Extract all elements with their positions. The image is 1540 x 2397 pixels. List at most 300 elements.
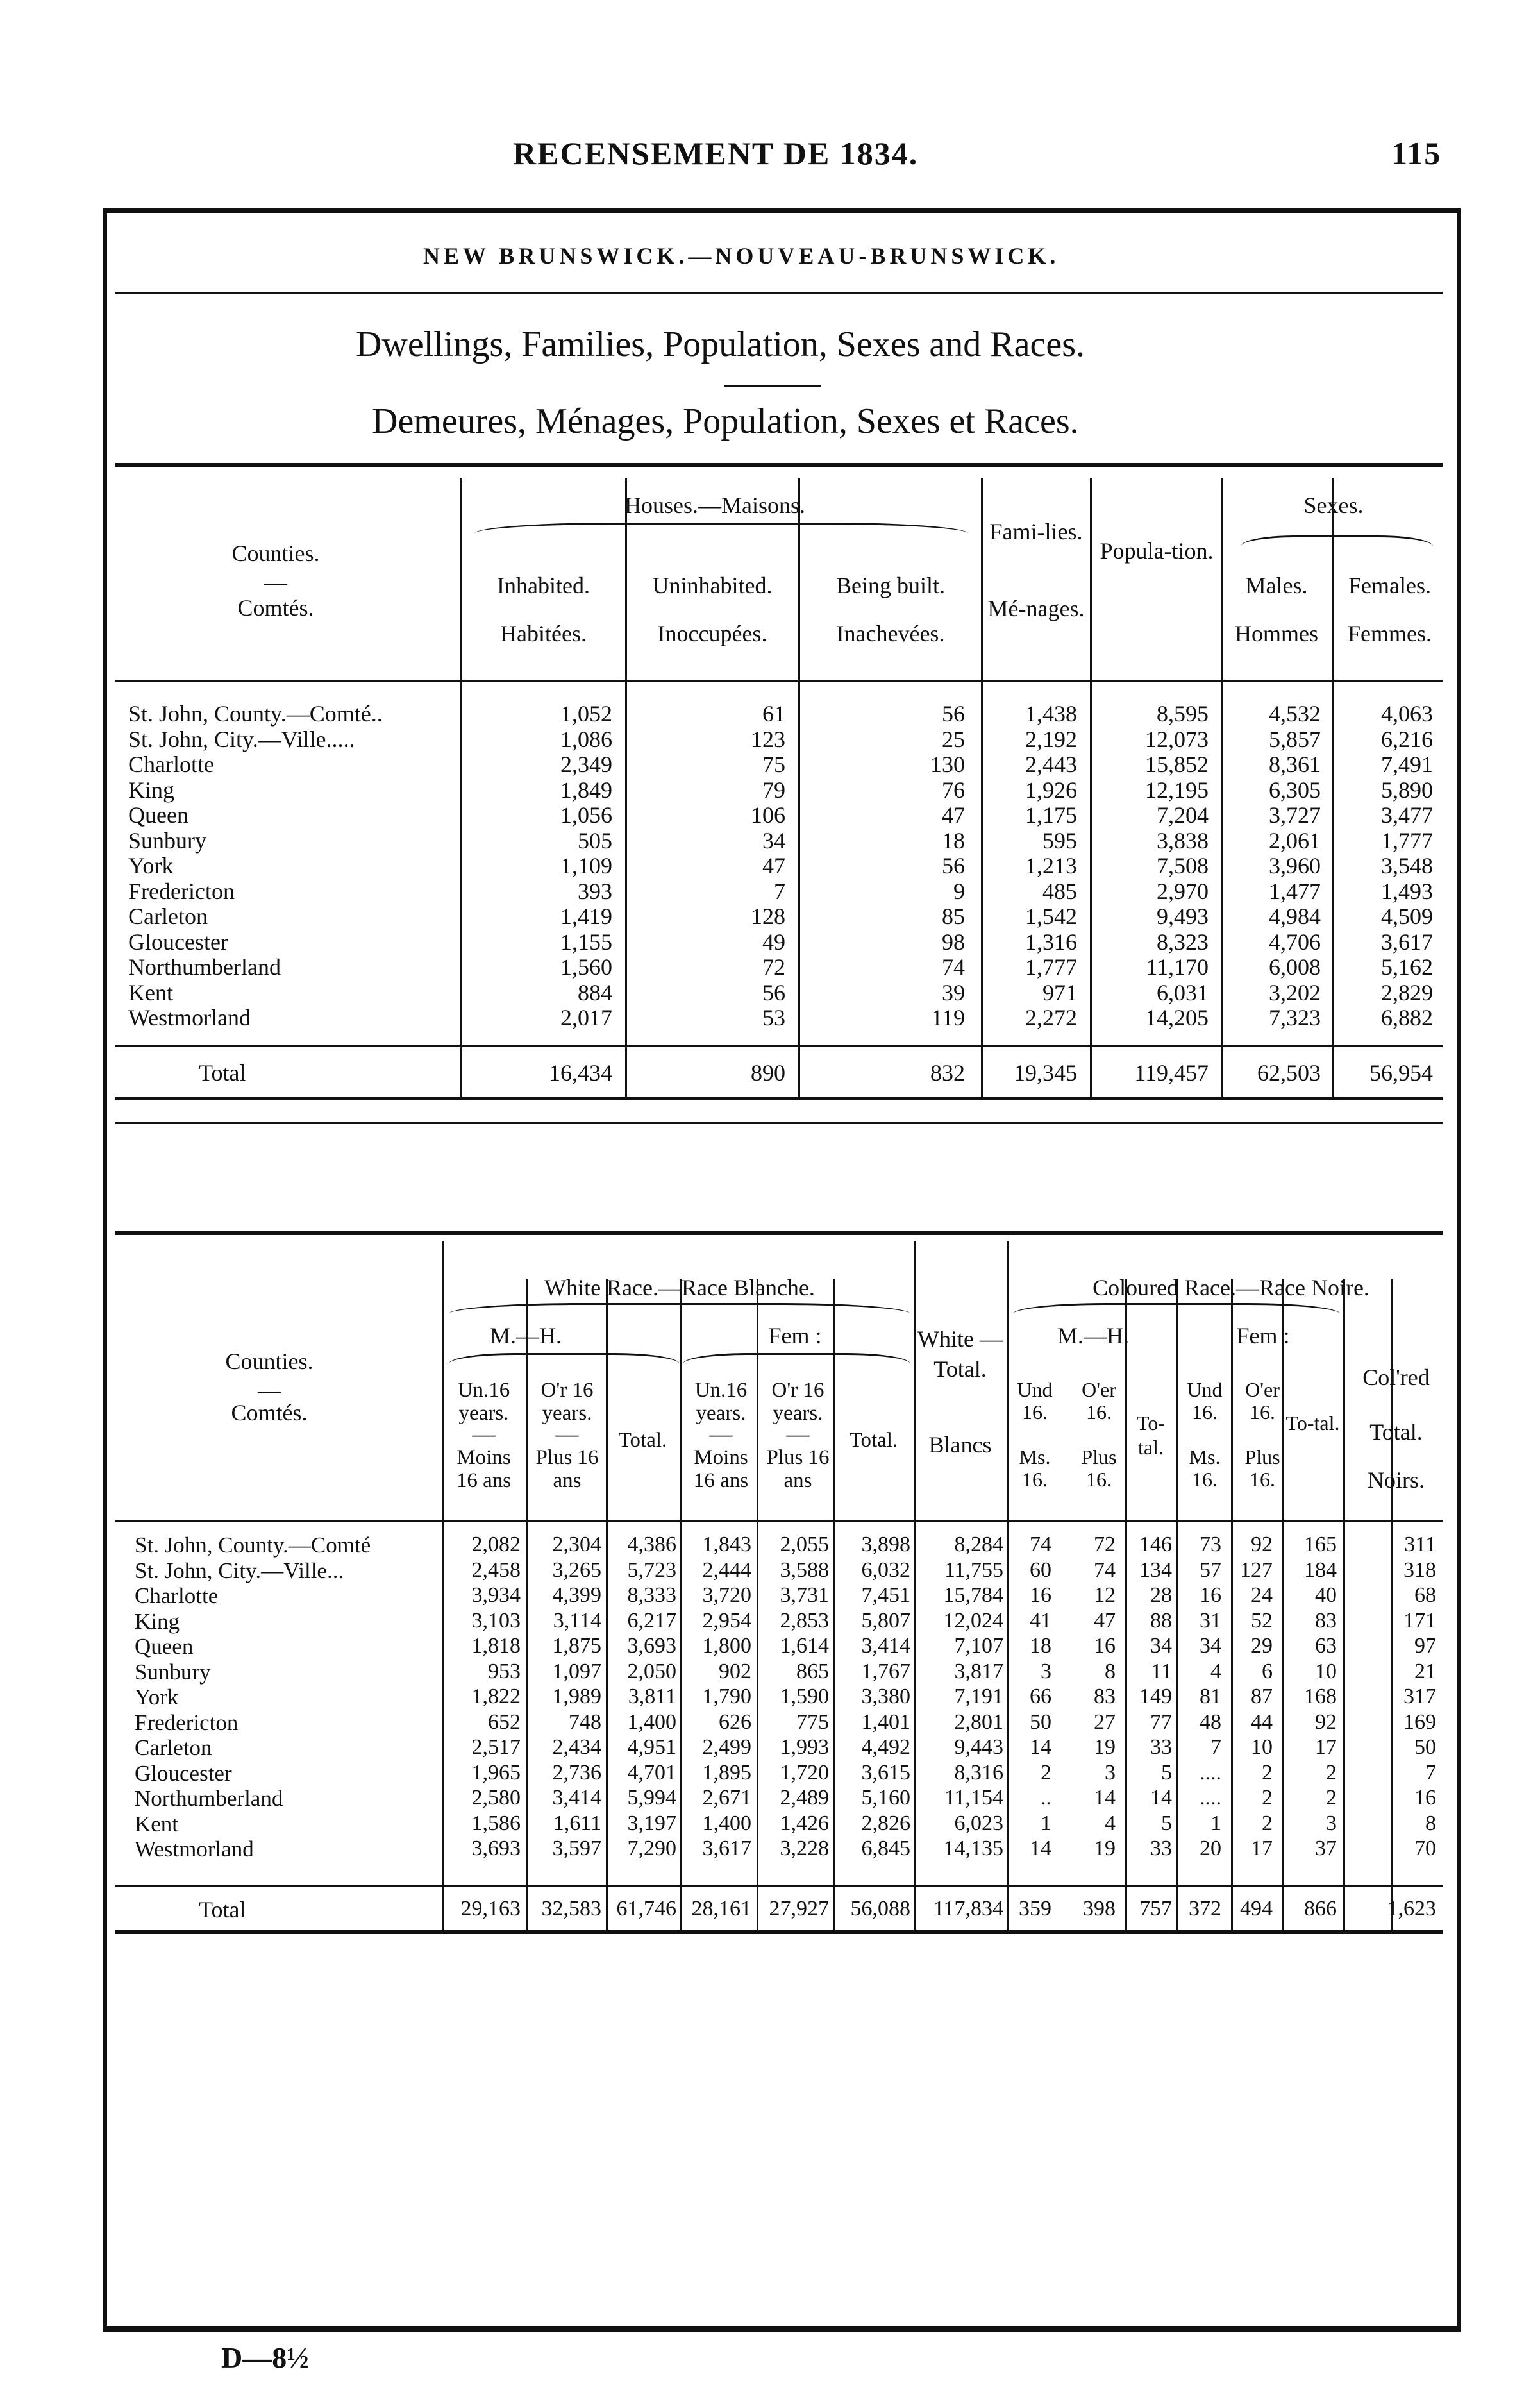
- running-head: RECENSEMENT DE 1834.: [513, 135, 919, 171]
- table-cell: 7,323: [1269, 1005, 1321, 1030]
- header-females: Females.: [1348, 573, 1431, 598]
- table-cell: 5,857: [1269, 726, 1321, 752]
- row-county-name: King: [135, 1608, 180, 1634]
- subheader-age: O'r 16 years.: [771, 1379, 824, 1426]
- subheader-age-fr: Moins 16 ans: [456, 1446, 512, 1493]
- table-cell: 2,826: [861, 1811, 910, 1835]
- page-number: 115: [1391, 135, 1442, 171]
- table-cell: 11,154: [944, 1786, 1003, 1810]
- table-cell: 77: [1150, 1710, 1172, 1734]
- table-cell: 971: [1042, 979, 1077, 1005]
- table-cell: 1,965: [471, 1760, 521, 1785]
- rule: [115, 1231, 1443, 1235]
- row-county-name: Northumberland: [135, 1786, 283, 1811]
- table-cell: 1,401: [861, 1710, 910, 1734]
- table-cell: ....: [1200, 1760, 1221, 1785]
- subheader-age: Und 16.: [1187, 1378, 1223, 1424]
- table-cell: 1,800: [702, 1634, 751, 1658]
- table-cell: 3,811: [628, 1685, 676, 1708]
- table-cell: 902: [719, 1659, 751, 1683]
- table-cell: 50: [1030, 1710, 1051, 1734]
- subheader-dash: —: [786, 1421, 810, 1447]
- table-cell: 1,426: [780, 1811, 829, 1835]
- subheader-dash: —: [472, 1421, 496, 1447]
- rule: [115, 1122, 1443, 1124]
- table-cell: 74: [942, 954, 965, 980]
- table-cell: 16: [1030, 1583, 1051, 1607]
- header-white-total: White — Total.: [917, 1326, 1003, 1382]
- table-cell: 1,052: [560, 701, 612, 727]
- total-cell: 56,088: [850, 1897, 910, 1921]
- table-cell: 7,191: [954, 1685, 1003, 1708]
- table-cell: 1,720: [780, 1760, 829, 1785]
- table-cell: 11,170: [1146, 954, 1209, 980]
- table-cell: 18: [1030, 1634, 1051, 1658]
- table-cell: 76: [942, 777, 965, 803]
- table-cell: 3,693: [471, 1837, 521, 1860]
- row-county-name: Fredericton: [128, 878, 235, 904]
- table-cell: 485: [1042, 878, 1077, 904]
- table-cell: 66: [1030, 1685, 1051, 1708]
- table-cell: 49: [762, 929, 785, 955]
- table-cell: 15,784: [943, 1583, 1003, 1607]
- table-cell: 2,434: [552, 1735, 601, 1759]
- table-cell: 7,290: [627, 1837, 676, 1860]
- table-cell: 748: [569, 1710, 601, 1734]
- table-cell: 2,736: [552, 1760, 601, 1785]
- table-cell: 2,050: [627, 1659, 676, 1683]
- table-cell: 106: [751, 802, 785, 828]
- table-cell: 6,031: [1157, 979, 1209, 1005]
- table-cell: 31: [1200, 1608, 1221, 1633]
- total-cell: 61,746: [616, 1897, 676, 1921]
- column-rule: [1007, 1241, 1009, 1279]
- total-cell: 28,161: [691, 1897, 751, 1921]
- row-county-name: Sunbury: [128, 827, 207, 854]
- subheader-age-fr: Plus 16.: [1244, 1445, 1280, 1492]
- table-cell: 14: [1030, 1735, 1051, 1759]
- table-cell: 595: [1042, 827, 1077, 854]
- header-dash: —: [264, 569, 287, 595]
- coloured-brace: [1013, 1303, 1340, 1314]
- row-county-name: Charlotte: [128, 752, 214, 777]
- table-cell: 393: [578, 878, 612, 904]
- table-cell: 14,205: [1145, 1005, 1209, 1030]
- table-cell: 63: [1315, 1634, 1337, 1658]
- table-cell: 16: [1414, 1786, 1436, 1810]
- header-noirs: Noirs.: [1368, 1467, 1425, 1493]
- table-cell: 1,822: [471, 1685, 521, 1708]
- table-cell: 1,586: [471, 1811, 521, 1835]
- table-cell: 6,217: [627, 1608, 676, 1633]
- table-cell: 7: [1425, 1760, 1436, 1785]
- table-cell: 3,477: [1381, 802, 1433, 828]
- table-cell: 5: [1161, 1760, 1172, 1785]
- header-inachevees: Inachevées.: [836, 621, 945, 646]
- row-county-name: Fredericton: [135, 1710, 239, 1735]
- table-cell: 73: [1200, 1533, 1221, 1556]
- table-cell: 7,107: [954, 1634, 1003, 1658]
- table-cell: 2,970: [1157, 878, 1209, 904]
- table-cell: 2,517: [471, 1735, 521, 1759]
- table-cell: 626: [719, 1710, 751, 1734]
- table-cell: 3,817: [954, 1659, 1003, 1683]
- table-cell: 5,723: [627, 1558, 676, 1582]
- table-cell: 4: [1105, 1811, 1116, 1835]
- table-cell: 1,818: [471, 1634, 521, 1658]
- header-houses: Houses.—Maisons.: [624, 492, 805, 518]
- column-rule: [914, 1241, 916, 1279]
- table-cell: 4,951: [627, 1735, 676, 1759]
- table-cell: 9,443: [954, 1735, 1003, 1759]
- table-cell: 2: [1326, 1786, 1337, 1810]
- table-cell: 1,614: [780, 1634, 829, 1658]
- table-cell: 16: [1200, 1583, 1221, 1607]
- table-cell: 11,755: [944, 1558, 1003, 1582]
- province-heading: NEW BRUNSWICK.—NOUVEAU-BRUNSWICK.: [423, 243, 1060, 269]
- header-sexes: Sexes.: [1303, 492, 1364, 518]
- total-cell: 27,927: [769, 1897, 829, 1921]
- table-cell: 775: [796, 1710, 829, 1734]
- table-cell: 884: [578, 979, 612, 1005]
- footer-signature: D—8½: [221, 2341, 309, 2374]
- table-cell: 311: [1404, 1533, 1436, 1556]
- table-cell: 50: [1414, 1735, 1436, 1759]
- row-county-name: Gloucester: [135, 1760, 232, 1786]
- table-cell: 2: [1262, 1760, 1273, 1785]
- table-cell: 1,400: [702, 1811, 751, 1835]
- table-cell: 165: [1304, 1533, 1337, 1556]
- table-cell: 56: [942, 701, 965, 727]
- subheader-dash: —: [555, 1421, 579, 1447]
- table-cell: 57: [1200, 1558, 1221, 1582]
- table-cell: 2: [1041, 1760, 1051, 1785]
- table-bottom-rule: [115, 1930, 1443, 1934]
- table-cell: 5,162: [1381, 954, 1433, 980]
- column-rule: [798, 478, 800, 1097]
- header-col-mh: M.—H.: [1057, 1323, 1129, 1349]
- table-cell: 3,114: [553, 1608, 601, 1633]
- table-cell: 1,611: [553, 1811, 601, 1835]
- table-cell: 1,777: [1025, 954, 1077, 980]
- table-cell: 6,008: [1269, 954, 1321, 980]
- table-cell: 8,284: [954, 1533, 1003, 1556]
- table-cell: 8: [1425, 1811, 1436, 1835]
- table-cell: 14: [1094, 1786, 1116, 1810]
- table-cell: 39: [942, 979, 965, 1005]
- table-cell: 12,024: [943, 1608, 1003, 1633]
- table-cell: 18: [942, 827, 965, 854]
- total-cell: 398: [1083, 1897, 1116, 1921]
- table-cell: 1,777: [1381, 827, 1433, 854]
- table-cell: 6,305: [1269, 777, 1321, 803]
- table-cell: 19: [1094, 1735, 1116, 1759]
- subheader-total: To-tal.: [1137, 1411, 1165, 1459]
- table-cell: 3,103: [471, 1608, 521, 1633]
- table-cell: 2,499: [702, 1735, 751, 1759]
- table-cell: 130: [930, 752, 965, 777]
- table-cell: ..: [1041, 1786, 1051, 1810]
- table-cell: 8,333: [627, 1583, 676, 1607]
- table-cell: 1,560: [560, 954, 612, 980]
- table-cell: 5,160: [861, 1786, 910, 1810]
- table-cell: 1,419: [560, 904, 612, 929]
- mh-brace: [449, 1353, 680, 1364]
- table-cell: 2,061: [1269, 827, 1321, 854]
- header-blancs: Blancs: [928, 1432, 992, 1458]
- header-menages: Mé-nages.: [987, 596, 1085, 621]
- header-colred: Col'red: [1362, 1365, 1430, 1390]
- table-cell: 3,380: [861, 1685, 910, 1708]
- title-english: Dwellings, Families, Population, Sexes and Races.: [356, 324, 1085, 364]
- table-cell: 74: [1030, 1533, 1051, 1556]
- table-cell: 17: [1251, 1837, 1273, 1860]
- table-cell: 4,984: [1269, 904, 1321, 929]
- table-cell: 3,228: [780, 1837, 829, 1860]
- total-cell: 29,163: [460, 1897, 521, 1921]
- table-cell: 56: [942, 853, 965, 879]
- table-cell: 3,265: [552, 1558, 601, 1582]
- subheader-total: Total.: [849, 1429, 898, 1452]
- table-cell: 6,023: [954, 1811, 1003, 1835]
- table-cell: 1,175: [1025, 802, 1077, 828]
- table-cell: 47: [762, 853, 785, 879]
- subheader-age: Un.16 years.: [694, 1379, 748, 1426]
- table-cell: 119: [931, 1005, 965, 1030]
- row-county-name: Westmorland: [135, 1837, 254, 1862]
- table-cell: 3,588: [780, 1558, 829, 1582]
- table-cell: 79: [762, 777, 785, 803]
- total-cell: 832: [930, 1060, 965, 1086]
- table-cell: 317: [1403, 1685, 1436, 1708]
- header-habitees: Habitées.: [500, 621, 587, 646]
- table-cell: 4: [1210, 1659, 1221, 1683]
- table-cell: 12,195: [1145, 777, 1209, 803]
- table-cell: 4,063: [1381, 701, 1433, 727]
- header-col-fem: Fem :: [1236, 1323, 1290, 1349]
- white-brace: [449, 1303, 910, 1314]
- table-cell: 1,993: [780, 1735, 829, 1759]
- table-cell: 2,017: [560, 1005, 612, 1030]
- table-cell: 1,109: [560, 853, 612, 879]
- header-white-fem: Fem :: [768, 1323, 822, 1349]
- table-cell: 4,509: [1381, 904, 1433, 929]
- table-cell: 7,491: [1381, 752, 1433, 777]
- total-label: Total: [199, 1060, 246, 1086]
- row-county-name: Kent: [135, 1811, 179, 1837]
- table-cell: 34: [1150, 1634, 1172, 1658]
- table-cell: 72: [762, 954, 785, 980]
- total-cell: 372: [1189, 1897, 1221, 1921]
- header-rule: [115, 680, 1443, 682]
- header-inhabited: Inhabited.: [497, 573, 590, 598]
- table-cell: 1,926: [1025, 777, 1077, 803]
- table-cell: 4,706: [1269, 929, 1321, 955]
- total-cell: 494: [1240, 1897, 1273, 1921]
- header-families: Fami-lies.: [989, 519, 1083, 544]
- table-cell: 92: [1251, 1533, 1273, 1556]
- table-cell: 3,202: [1269, 979, 1321, 1005]
- table-cell: 4,492: [861, 1735, 910, 1759]
- table-cell: 8,316: [954, 1760, 1003, 1785]
- total-cell: 119,457: [1134, 1060, 1209, 1086]
- table-cell: 10: [1251, 1735, 1273, 1759]
- table-cell: 2,443: [1025, 752, 1077, 777]
- table-cell: 2: [1262, 1786, 1273, 1810]
- table-cell: 4,386: [627, 1533, 676, 1556]
- table-cell: 11: [1151, 1659, 1172, 1683]
- row-county-name: Westmorland: [128, 1005, 251, 1030]
- total-cell: 62,503: [1257, 1060, 1321, 1086]
- table-cell: 1,542: [1025, 904, 1077, 929]
- header-inoccupees: Inoccupées.: [657, 621, 767, 646]
- table-cell: 1,477: [1269, 878, 1321, 904]
- table-cell: 28: [1150, 1583, 1172, 1607]
- table-cell: 7: [1210, 1735, 1221, 1759]
- table-cell: 83: [1315, 1608, 1337, 1633]
- header-population: Popula-tion.: [1100, 538, 1214, 564]
- table-cell: 12,073: [1145, 726, 1209, 752]
- fem-brace: [683, 1353, 910, 1364]
- table-cell: 2,349: [560, 752, 612, 777]
- table-cell: 6,882: [1381, 1005, 1433, 1030]
- table-cell: 2,489: [780, 1786, 829, 1810]
- total-rule: [115, 1045, 1443, 1047]
- header-comtes: Comtés.: [231, 1400, 308, 1426]
- table-cell: 1,086: [560, 726, 612, 752]
- table-cell: 34: [1200, 1634, 1221, 1658]
- table-cell: 1,155: [560, 929, 612, 955]
- row-county-name: St. John, City.—Ville...: [135, 1558, 344, 1583]
- subheader-age: Und 16.: [1017, 1378, 1053, 1424]
- table-cell: 8,595: [1157, 701, 1209, 727]
- table-cell: 7: [774, 878, 785, 904]
- table-cell: 14: [1030, 1837, 1051, 1860]
- row-county-name: York: [135, 1685, 179, 1710]
- table-cell: 29: [1251, 1634, 1273, 1658]
- total-cell: 1,623: [1387, 1897, 1436, 1921]
- row-county-name: St. John, County.—Comté..: [128, 701, 383, 727]
- total-cell: 56,954: [1369, 1060, 1433, 1086]
- title-divider: [724, 385, 821, 387]
- header-white-mh: M.—H.: [489, 1323, 562, 1349]
- table-cell: 81: [1200, 1685, 1221, 1708]
- table-cell: 1,843: [702, 1533, 751, 1556]
- table-cell: 2,954: [702, 1608, 751, 1633]
- table-cell: 44: [1251, 1710, 1273, 1734]
- table-cell: 3,617: [702, 1837, 751, 1860]
- table-cell: 2,801: [954, 1710, 1003, 1734]
- total-cell: 19,345: [1014, 1060, 1077, 1086]
- column-rule: [625, 478, 627, 1097]
- header-colred-total: Total.: [1369, 1419, 1423, 1445]
- table-cell: 2,671: [702, 1786, 751, 1810]
- table-cell: 6,032: [861, 1558, 910, 1582]
- table-cell: 3,960: [1269, 853, 1321, 879]
- table-cell: 1: [1041, 1811, 1051, 1835]
- table-cell: 2,192: [1025, 726, 1077, 752]
- table-cell: 9: [953, 878, 965, 904]
- table-cell: 1,875: [552, 1634, 601, 1658]
- table-cell: 168: [1304, 1685, 1337, 1708]
- table-cell: 184: [1304, 1558, 1337, 1582]
- rule: [115, 292, 1443, 294]
- table-cell: 149: [1139, 1685, 1172, 1708]
- subheader-age-fr: Ms. 16.: [1019, 1445, 1051, 1492]
- subheader-age-fr: Moins 16 ans: [693, 1446, 749, 1493]
- subheader-age: Un.16 years.: [457, 1379, 510, 1426]
- table-cell: 3,693: [627, 1634, 676, 1658]
- total-cell: 890: [751, 1060, 785, 1086]
- header-being-built: Being built.: [836, 573, 945, 598]
- table-cell: 1,056: [560, 802, 612, 828]
- header-dash: —: [258, 1377, 281, 1403]
- table-cell: 33: [1150, 1735, 1172, 1759]
- table-cell: 47: [1094, 1608, 1116, 1633]
- table-cell: 5: [1161, 1811, 1172, 1835]
- table-cell: 2,458: [471, 1558, 521, 1582]
- table-cell: 53: [762, 1005, 785, 1030]
- table-cell: 14: [1150, 1786, 1172, 1810]
- table-cell: 3,720: [702, 1583, 751, 1607]
- header-comtes: Comtés.: [237, 595, 314, 621]
- table-cell: 4,701: [627, 1760, 676, 1785]
- table-cell: 2: [1262, 1811, 1273, 1835]
- table-cell: 41: [1030, 1608, 1051, 1633]
- table-cell: 128: [751, 904, 785, 929]
- table-cell: 24: [1251, 1583, 1273, 1607]
- table-cell: 953: [488, 1659, 521, 1683]
- row-county-name: Carleton: [128, 904, 208, 929]
- table-cell: 7,204: [1157, 802, 1209, 828]
- table-cell: 75: [762, 752, 785, 777]
- table-cell: 1,213: [1025, 853, 1077, 879]
- row-county-name: Carleton: [135, 1735, 212, 1760]
- row-county-name: Charlotte: [135, 1583, 219, 1608]
- table-cell: 15,852: [1145, 752, 1209, 777]
- table-cell: 2,853: [780, 1608, 829, 1633]
- table-cell: 20: [1200, 1837, 1221, 1860]
- sexes-brace: [1241, 535, 1433, 546]
- table-cell: 1,989: [552, 1685, 601, 1708]
- table-cell: 2,272: [1025, 1005, 1077, 1030]
- header-uninhabited: Uninhabited.: [652, 573, 773, 598]
- table-cell: ....: [1200, 1786, 1221, 1810]
- table-cell: 1,438: [1025, 701, 1077, 727]
- table-cell: 3,934: [471, 1583, 521, 1607]
- table-cell: 3,548: [1381, 853, 1433, 879]
- table-cell: 652: [488, 1710, 521, 1734]
- table-cell: 6,216: [1381, 726, 1433, 752]
- table-cell: 1,790: [702, 1685, 751, 1708]
- subheader-age-fr: Plus 16 ans: [766, 1446, 830, 1493]
- table-cell: 3,617: [1381, 929, 1433, 955]
- total-cell: 32,583: [541, 1897, 601, 1921]
- table-cell: 37: [1315, 1837, 1337, 1860]
- row-county-name: Queen: [135, 1634, 194, 1659]
- table-cell: 1,767: [861, 1659, 910, 1683]
- table-cell: 3,414: [552, 1786, 601, 1810]
- subheader-total: Total.: [618, 1429, 667, 1452]
- table-cell: 3,597: [552, 1837, 601, 1860]
- table-cell: 40: [1315, 1583, 1337, 1607]
- table-cell: 8: [1105, 1659, 1116, 1683]
- table-cell: 68: [1414, 1583, 1436, 1607]
- row-county-name: Kent: [128, 979, 173, 1005]
- column-rule: [460, 478, 462, 1097]
- table-cell: 1,849: [560, 777, 612, 803]
- table-cell: 146: [1139, 1533, 1172, 1556]
